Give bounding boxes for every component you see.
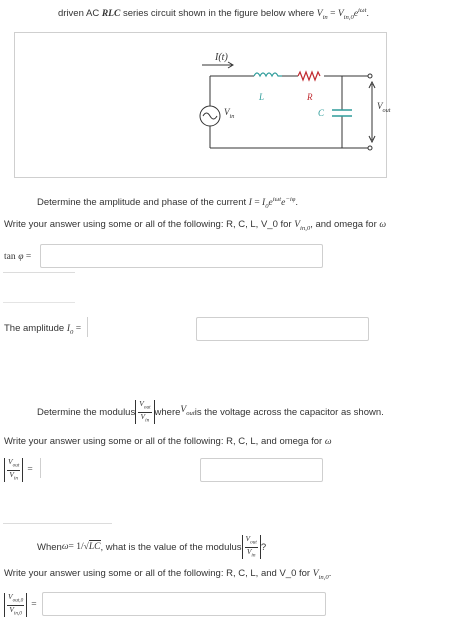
- q2-cursor: [40, 458, 41, 478]
- q2-instructions: Write your answer using some or all of the following: R, C, L, and omega for ω: [4, 436, 332, 447]
- resistor-icon: [298, 72, 320, 80]
- tan-phi-divider: [3, 302, 75, 303]
- inductor-icon: [254, 73, 282, 76]
- q3-prompt: When ω = 1/ √ LC , what is the value of the modulus $\frac{V_{out}}{V_{in}}$ ?: [37, 534, 267, 558]
- tan-phi-input[interactable]: [40, 244, 323, 268]
- q1-instructions: Write your answer using some or all of the following: R, C, L, V_0 for $V_{in,0}$, and omega for ω: [4, 219, 387, 232]
- source-label: $V_{in}$: [224, 107, 235, 120]
- terminal-top: [368, 74, 372, 78]
- q2-lhs: $\frac{V_{out}}{V_{in}}$ =: [4, 458, 33, 482]
- q2-input[interactable]: [200, 458, 323, 482]
- q2-prompt: Determine the modulus $\frac{V_{out}}{V_{in}}$ where $V_{out}$ is the voltage across the capacitor as shown.: [37, 399, 384, 423]
- q3-input[interactable]: [42, 592, 326, 616]
- tan-phi-preview-bar: [3, 272, 75, 273]
- q3-instructions: Write your answer using some or all of the following: R, C, L, and V_0 for $V_{in,0}$.: [4, 568, 332, 581]
- amplitude-input[interactable]: [196, 317, 369, 341]
- capacitor-label: C: [318, 108, 325, 118]
- terminal-bottom: [368, 146, 372, 150]
- amplitude-label: The amplitude $I_0$ =: [4, 323, 82, 336]
- vout-label: $V_{out}$: [377, 101, 391, 114]
- q1-prompt: Determine the amplitude and phase of the current $I = I_0e^{i\omega t}e^{-i\varphi}$.: [37, 196, 299, 211]
- resistor-label: R: [307, 92, 313, 102]
- q3-lhs: $\frac{V_{out,0}}{V_{in,0}}$ =: [4, 593, 37, 617]
- current-label: I(t): [215, 52, 228, 63]
- q2-preview-bar: [3, 523, 112, 524]
- amplitude-cursor: [87, 317, 88, 337]
- circuit-diagram: [14, 32, 387, 178]
- tan-phi-label: tan φ =: [4, 252, 32, 262]
- intro-text: driven AC RLC series circuit shown in the figure below where $V_{in} = V_{in,0}e^{i\omega t}$.: [58, 7, 370, 22]
- inductor-label: L: [259, 92, 265, 102]
